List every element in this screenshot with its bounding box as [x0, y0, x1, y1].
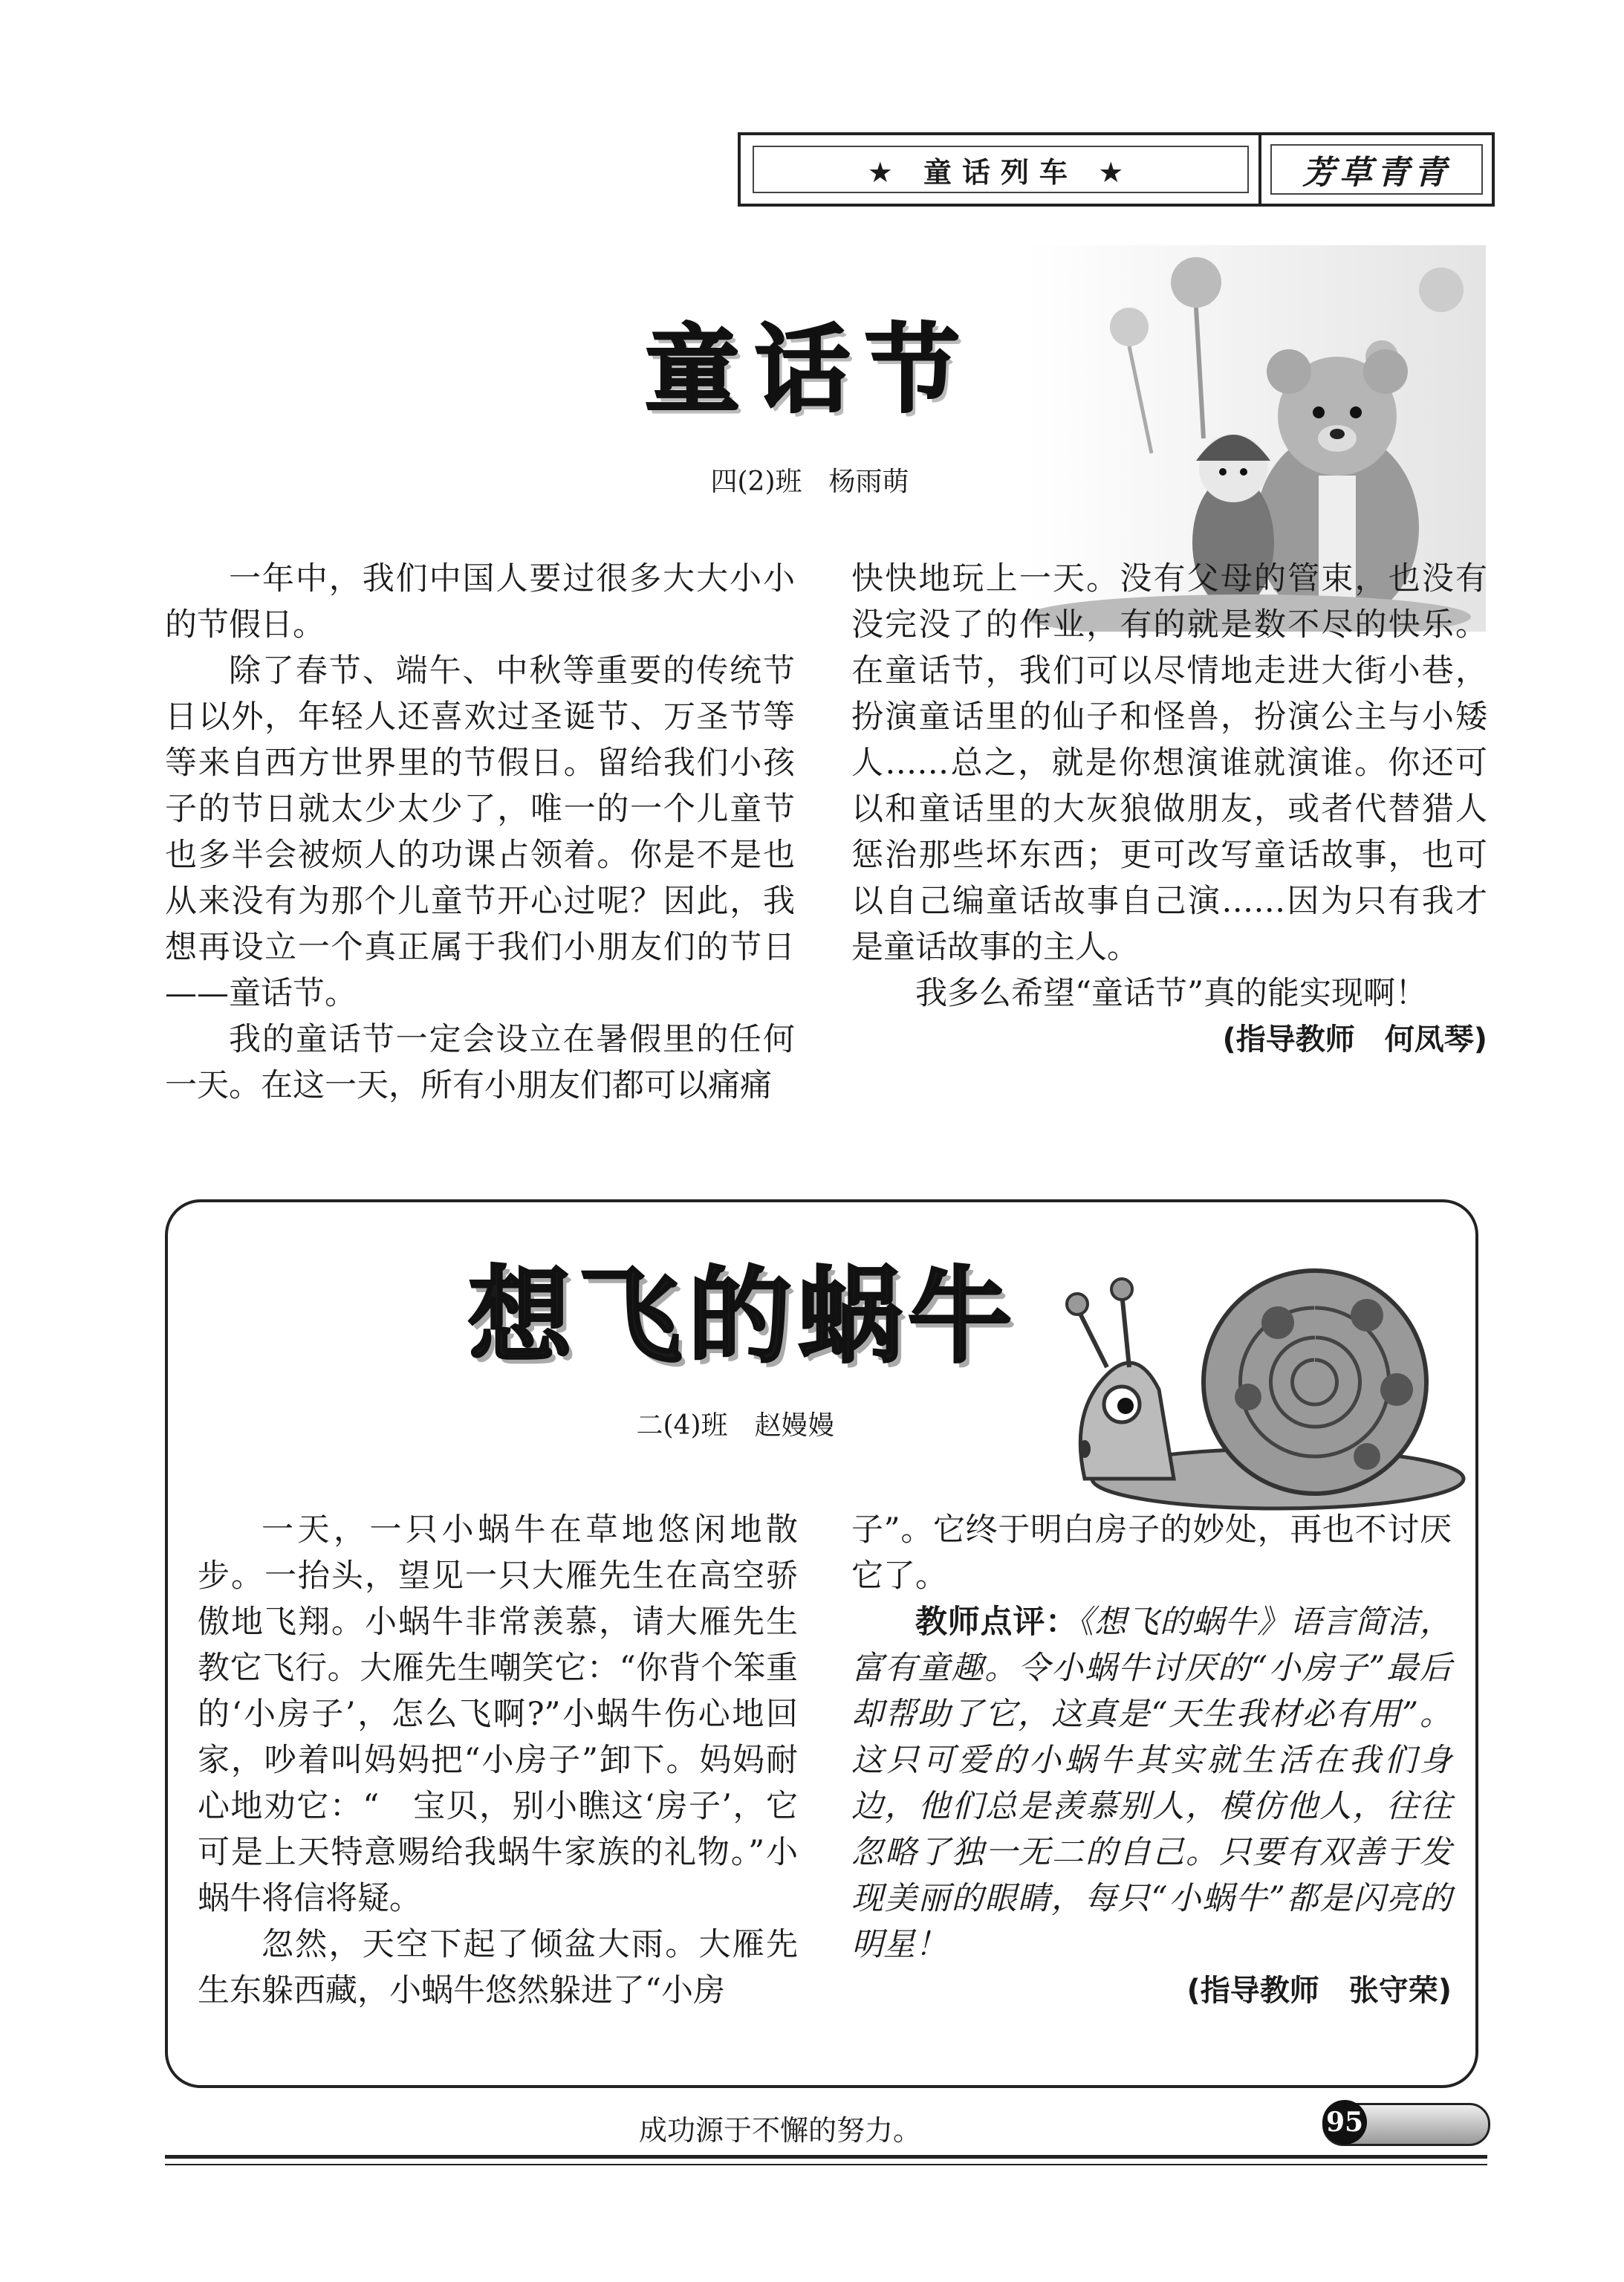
- article1-paragraph-1: 一年中，我们中国人要过很多大大小小的节假日。: [165, 560, 795, 644]
- footer-rule-thin: [165, 2164, 1487, 2165]
- article1-title: 童话节: [644, 315, 975, 426]
- article1-column-left: [165, 556, 795, 1109]
- article2-teacher-comment: [851, 1599, 1452, 1968]
- footer-rule: [165, 2155, 1487, 2159]
- article2-title: 想飞的蜗牛: [467, 1257, 1018, 1378]
- article2-column-left: [198, 1507, 798, 2014]
- critic-label: 教师点评：: [915, 1604, 1078, 1641]
- article1-column-right: [851, 556, 1487, 1063]
- article2-column-right: [851, 1507, 1452, 2014]
- magazine-name: 芳草青青: [1270, 144, 1483, 195]
- snail-illustration: [1055, 1263, 1471, 1516]
- column-label: ★ 童话列车 ★: [753, 146, 1249, 193]
- article2-byline: 二(4)班 赵嫚嫚: [636, 1410, 835, 1441]
- article1-paragraph-3: 我的童话节一定会设立在暑假里的任何一天。在这一天，所有小朋友们都可以痛痛: [165, 1021, 795, 1104]
- article2-teacher: (指导教师 张守荣): [1186, 1974, 1452, 2008]
- article1-paragraph-3-cont: 快快地玩上一天。没有父母的管束，也没有没完没了的作业，有的就是数不尽的快乐。在童话节，我们可以尽情地走进大街小巷，扮演童话里的仙子和怪兽，扮演公主与小矮人……总之，就是你想演谁就演谁。你还可以和童话里的大灰狼做朋友，或者代替猎人惩治那些坏东西；更可改写童话故事，也可以自己编童话故事自己演……因为只有我才是童话故事的主人。: [851, 560, 1487, 966]
- article2-paragraph-1: 一天，一只小蜗牛在草地悠闲地散步。一抬头，望见一只大雁先生在高空骄傲地飞翔。小蜗牛非常羡慕，请大雁先生教它飞行。大雁先生嘲笑它：“你背个笨重的‘小房子’，怎么飞啊?”小蜗牛伤心地回家，吵着叫妈妈把“小房子”卸下。妈妈耐心地劝它：“ 宝贝，别小瞧这‘房子’，它可是上天特意赐给我蜗牛家族的礼物。”小蜗牛将信将疑。: [198, 1511, 798, 1917]
- article1-teacher: (指导教师 何凤琴): [1222, 1022, 1487, 1057]
- magazine-banner: [1258, 132, 1495, 207]
- page-number: 95: [1322, 2100, 1367, 2145]
- article2-paragraph-2: 忽然，天空下起了倾盆大雨。大雁先生东躲西藏，小蜗牛悠然躲进了“小房: [198, 1926, 798, 2009]
- article1-byline: 四(2)班 杨雨萌: [710, 467, 909, 497]
- article1-paragraph-4: 我多么希望“童话节”真的能实现啊！: [915, 975, 1427, 1012]
- article1-paragraph-2: 除了春节、端午、中秋等重要的传统节日以外，年轻人还喜欢过圣诞节、万圣节等等来自西方世界里的节假日。留给我们小孩子的节日就太少太少了，唯一的一个儿童节也多半会被烦人的功课占领着。你是不是也从来没有为那个儿童节开心过呢？因此，我想再设立一个真正属于我们小朋友们的节日——童话节。: [165, 652, 795, 1012]
- critic-text: 《想飞的蜗牛》语言简洁，富有童趣。令小蜗牛讨厌的“小房子”最后却帮助了它，这真是“天生我材必有用”。这只可爱的小蜗牛其实就生活在我们身边，他们总是羡慕别人，模仿他人，往往忽略了独一无二的自己。只要有双善于发现美丽的眼睛，每只“小蜗牛”都是闪亮的明星！: [851, 1604, 1452, 1963]
- footer-motto: 成功源于不懈的努力。: [638, 2114, 921, 2147]
- article2-paragraph-2-cont: 子”。它终于明白房子的妙处，再也不讨厌它了。: [851, 1511, 1452, 1595]
- column-banner: [738, 132, 1264, 207]
